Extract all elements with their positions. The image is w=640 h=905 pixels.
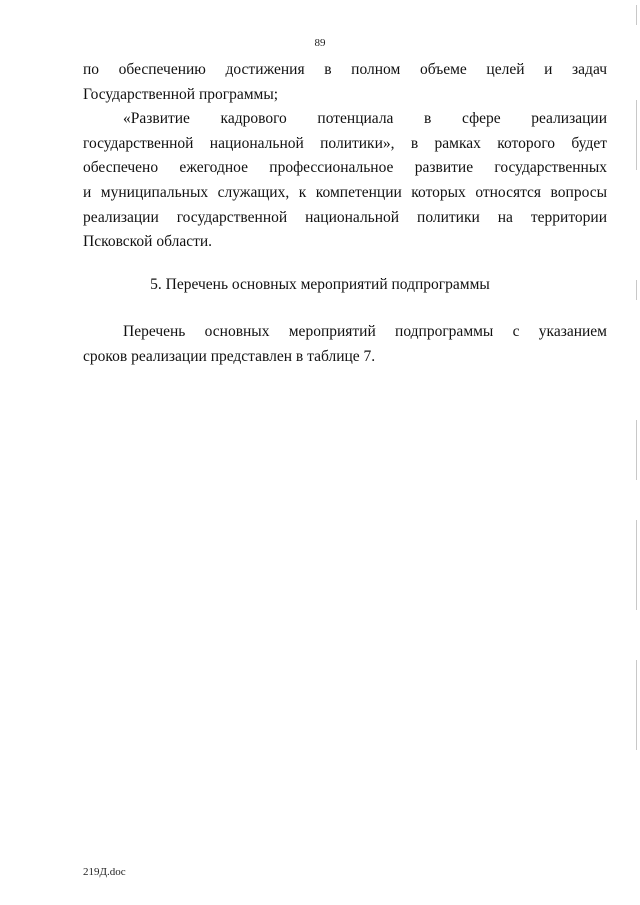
- paragraph-subprogram-item: [83, 107, 607, 255]
- scan-edge-mark: [636, 660, 637, 750]
- text-line: Перечень основных мероприятий подпрограммы с указанием: [123, 323, 607, 340]
- footer-filename: 219Д.doc: [83, 866, 126, 878]
- scan-edge-mark: [636, 280, 637, 300]
- text-line: обеспечено ежегодное профессиональное развитие государственных: [83, 159, 607, 177]
- text-line: по обеспечению достижения в полном объеме целей и задач: [83, 61, 607, 78]
- text-line: сроков реализации представлен в таблице 7.: [83, 347, 376, 365]
- text-line: и муниципальных служащих, к компетенции которых относятся вопросы: [83, 183, 607, 201]
- paragraph-measures-list: [83, 320, 607, 369]
- page-number: 89: [314, 37, 326, 49]
- text-line: Псковской области.: [83, 233, 213, 251]
- scan-edge-mark: [636, 420, 637, 480]
- section-heading: 5. Перечень основных мероприятий подпрограммы: [150, 276, 490, 293]
- body-text-upper: [83, 58, 607, 255]
- paragraph-continuation: [83, 58, 607, 107]
- scan-edge-mark: [636, 100, 637, 170]
- text-line: государственной национальной политики», в рамках которого будет: [83, 134, 607, 152]
- body-text-lower: [83, 320, 607, 369]
- text-line: реализации государственной национальной политики на территории: [83, 208, 607, 226]
- scan-edge-mark: [636, 5, 637, 25]
- text-line: «Развитие кадрового потенциала в сфере реализации: [123, 110, 607, 128]
- scan-edge-mark: [636, 520, 637, 610]
- text-line: Государственной программы;: [83, 85, 279, 103]
